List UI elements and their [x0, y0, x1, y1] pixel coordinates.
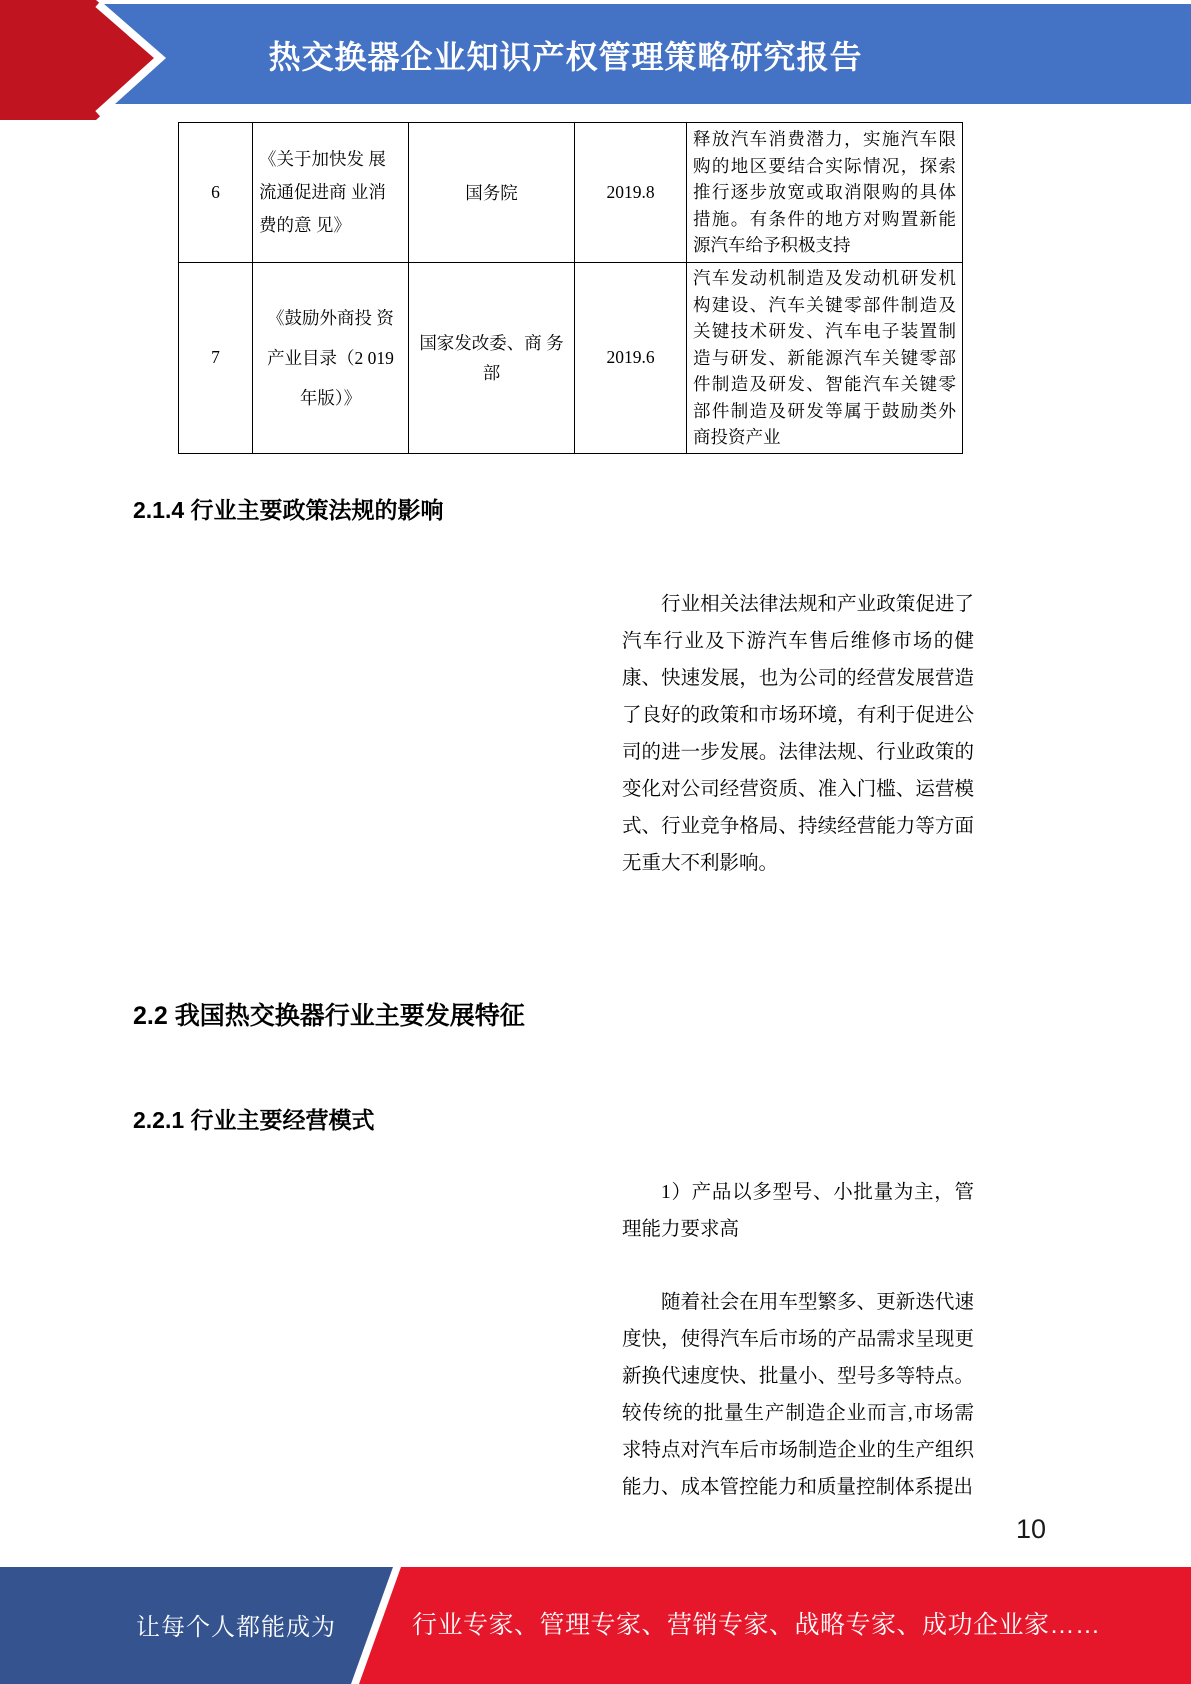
- cell-issuer: 国家发改委、商 务部: [409, 263, 575, 454]
- paragraph-point-1: 1）产品以多型号、小批量为主，管理能力要求高: [622, 1182, 974, 1240]
- cell-date: 2019.6: [575, 263, 687, 454]
- paragraph-market-features: 随着社会在用车型繁多、更新迭代速度快，使得汽车后市场的产品需求呈现更新换代速度快、批量小、型号多等特点。较传统的批量生产制造企业而言,市场需求特点对汽车后市场制造企业的生产组织能力、成本管控能力和质量控制体系提出: [622, 1292, 974, 1498]
- section-heading-2-2: 2.2 我国热交换器行业主要发展特征: [133, 1002, 525, 1030]
- header-chevron-decoration: [0, 0, 178, 124]
- footer-slogan-right: 行业专家、管理专家、营销专家、战略专家、成功企业家……: [412, 1611, 1101, 1639]
- cell-content: 释放汽车消费潜力，实施汽车限 购的地区要结合实际情况，探索 推行逐步放宽或取消限购的具体 措施。有条件的地方对购置新能 源汽车给予积极支持: [687, 123, 963, 263]
- report-title: 热交换器企业知识产权管理策略研究报告: [268, 39, 863, 75]
- cell-row-number: 7: [179, 263, 253, 454]
- cell-issuer: 国务院: [409, 123, 575, 263]
- footer: [0, 1567, 1191, 1684]
- cell-date: 2019.8: [575, 123, 687, 263]
- cell-policy-name: 《鼓励外商投 资产业目录（2 019 年版）》: [253, 263, 409, 454]
- policy-table: [178, 122, 963, 454]
- chevron-red-shape: [0, 0, 164, 120]
- cell-row-number: 6: [179, 123, 253, 263]
- paragraph-policy-impact: 行业相关法律法规和产业政策促进了汽车行业及下游汽车售后维修市场的健康、快速发展，也为公司的经营发展营造了良好的政策和市场环境，有利于促进公司的进一步发展。法律法规、行业政策的变化对公司经营资质、准入门槛、运营模式、行业竞争格局、持续经营能力等方面无重大不利影响。: [622, 594, 974, 874]
- section-heading-2-1-4: 2.1.4 行业主要政策法规的影响: [133, 497, 444, 523]
- section-heading-2-2-1: 2.2.1 行业主要经营模式: [133, 1107, 375, 1133]
- cell-policy-name: 《关于加快发 展流通促进商 业消费的意 见》: [253, 123, 409, 263]
- cell-content: 汽车发动机制造及发动机研发机 构建设、汽车关键零部件制造及 关键技术研发、汽车电子装置制 造与研发、新能源汽车关键零部 件制造及研发、智能汽车关键零 部件制造及研发等属于鼓励类外 商投资产业: [687, 263, 963, 454]
- table-row-6: [179, 123, 963, 263]
- chevron-icon: [0, 0, 178, 124]
- table-row-7: [179, 263, 963, 454]
- page-number: 10: [1016, 1514, 1047, 1544]
- header-banner: [0, 4, 1191, 104]
- footer-slogan-left: 让每个人都能成为: [136, 1614, 336, 1641]
